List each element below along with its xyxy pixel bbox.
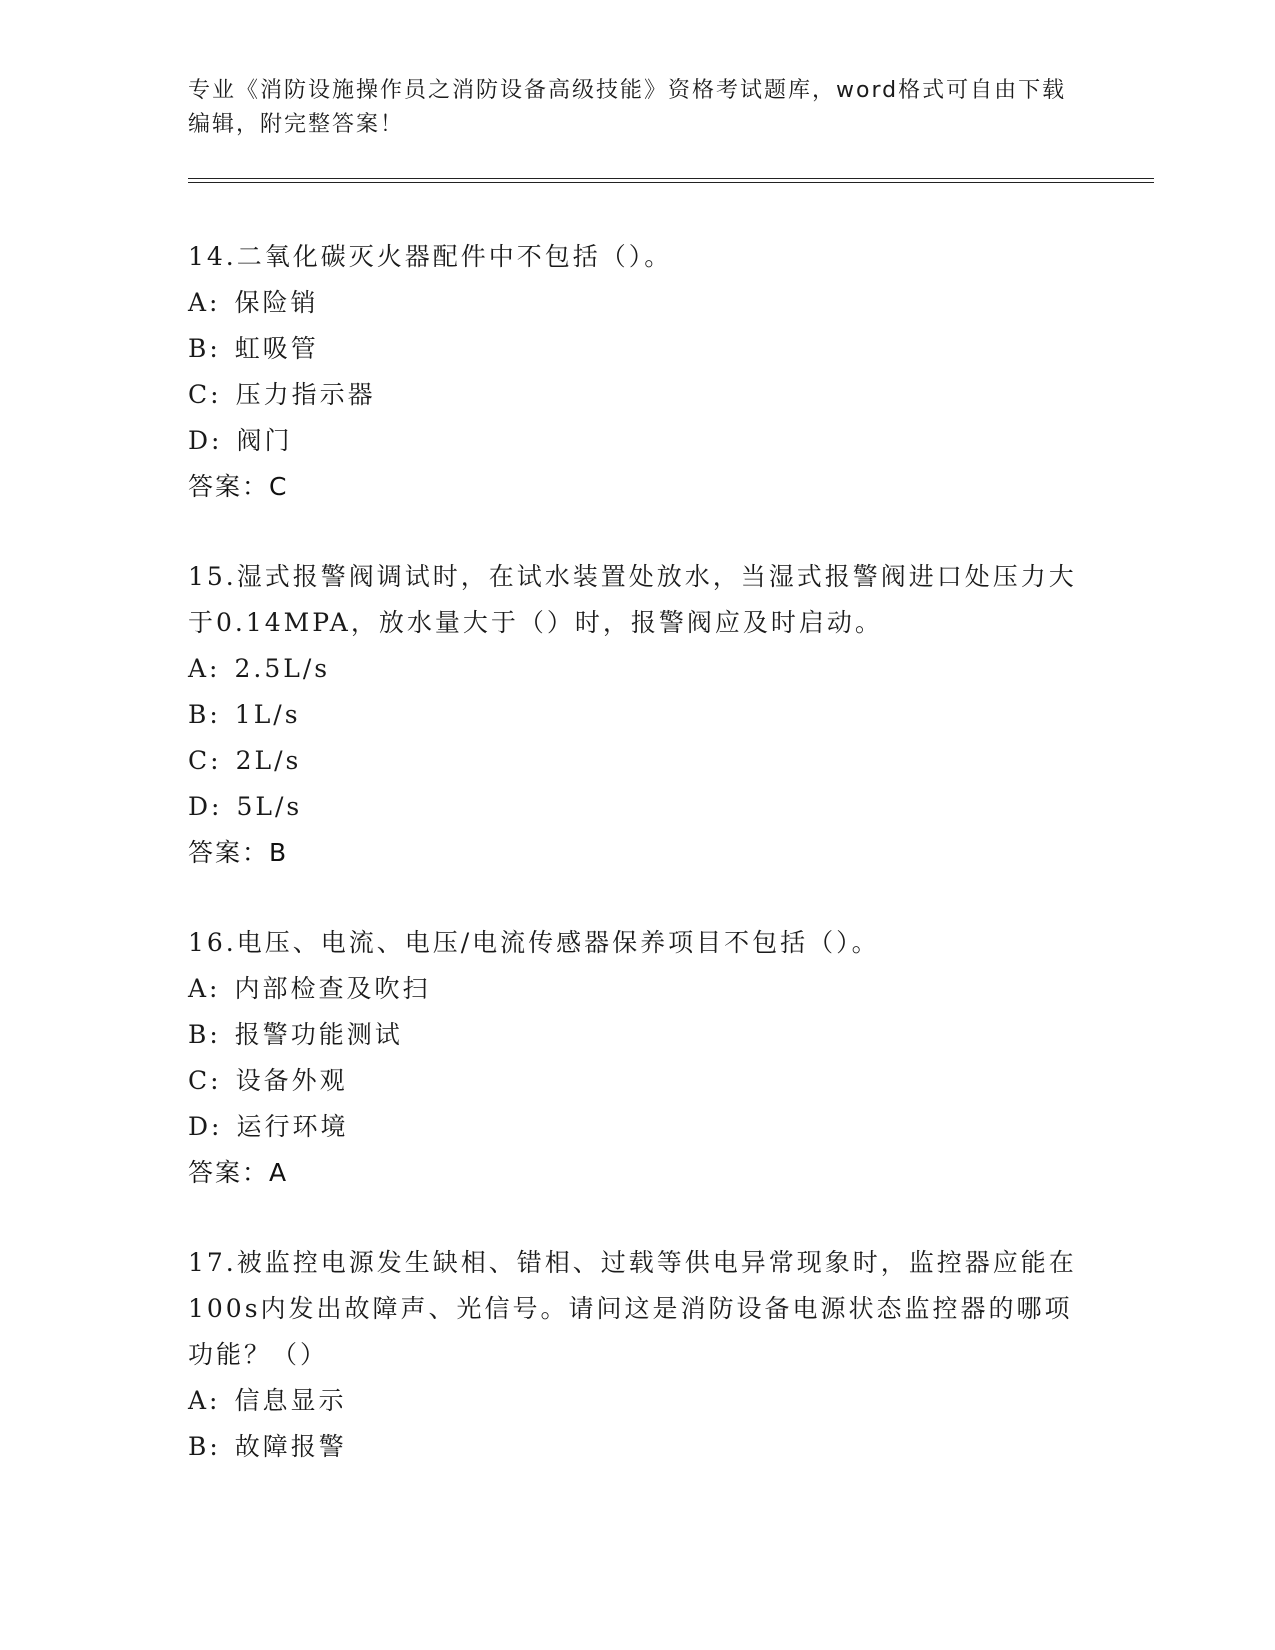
option-letter: B:	[188, 1432, 221, 1461]
option-text: 2.5L/s	[234, 654, 331, 683]
option-a	[188, 966, 1088, 1012]
option-d	[188, 418, 1088, 464]
option-text: 2L/s	[235, 746, 302, 775]
question-17	[188, 1240, 1088, 1470]
question-stem: 16.电压、电流、电压/电流传感器保养项目不包括（）。	[188, 928, 880, 957]
header-divider	[188, 178, 1154, 183]
question-stem: 14.二氧化碳灭火器配件中不包括（）。	[188, 242, 673, 271]
option-letter: A:	[188, 654, 221, 683]
option-letter: A:	[188, 974, 221, 1003]
question-14	[188, 234, 1088, 510]
option-letter: D:	[188, 426, 223, 455]
option-letter: C:	[188, 1066, 222, 1095]
option-letter: D:	[188, 792, 223, 821]
answer-line: 答案：A	[188, 1158, 289, 1187]
option-text: 信息显示	[234, 1386, 347, 1415]
question-15	[188, 554, 1088, 876]
answer-line: 答案：C	[188, 472, 289, 501]
option-text: 虹吸管	[234, 334, 319, 363]
option-text: 5L/s	[236, 792, 303, 821]
option-text: 阀门	[236, 426, 293, 455]
page-header: 专业《消防设施操作员之消防设备高级技能》资格考试题库，word格式可自由下载编辑，附完整答案！	[188, 78, 1067, 137]
option-letter: D:	[188, 1112, 223, 1141]
option-c	[188, 372, 1088, 418]
answer-line: 答案：B	[188, 838, 289, 867]
option-letter: C:	[188, 380, 222, 409]
option-text: 设备外观	[235, 1066, 348, 1095]
option-text: 报警功能测试	[234, 1020, 403, 1049]
option-b	[188, 1424, 1088, 1470]
option-a	[188, 646, 1088, 692]
option-letter: B:	[188, 1020, 221, 1049]
option-text: 压力指示器	[235, 380, 376, 409]
option-d	[188, 1104, 1088, 1150]
option-b	[188, 692, 1088, 738]
question-16	[188, 920, 1088, 1196]
option-b	[188, 1012, 1088, 1058]
option-text: 运行环境	[236, 1112, 349, 1141]
option-a	[188, 1378, 1088, 1424]
option-text: 内部检查及吹扫	[234, 974, 431, 1003]
option-letter: B:	[188, 334, 221, 363]
option-text: 保险销	[234, 288, 319, 317]
option-b	[188, 326, 1088, 372]
question-list	[188, 234, 1088, 1514]
option-text: 故障报警	[234, 1432, 347, 1461]
option-d	[188, 784, 1088, 830]
option-a	[188, 280, 1088, 326]
option-letter: C:	[188, 746, 222, 775]
option-letter: B:	[188, 700, 221, 729]
question-stem: 17.被监控电源发生缺相、错相、过载等供电异常现象时，监控器应能在100s内发出故障声、光信号。请问这是消防设备电源状态监控器的哪项功能？（）	[188, 1248, 1077, 1369]
option-c	[188, 1058, 1088, 1104]
option-text: 1L/s	[234, 700, 301, 729]
option-letter: A:	[188, 1386, 221, 1415]
option-letter: A:	[188, 288, 221, 317]
option-c	[188, 738, 1088, 784]
question-stem: 15.湿式报警阀调试时，在试水装置处放水，当湿式报警阀进口处压力大于0.14MPA，放水量大于（）时，报警阀应及时启动。	[188, 562, 1077, 637]
